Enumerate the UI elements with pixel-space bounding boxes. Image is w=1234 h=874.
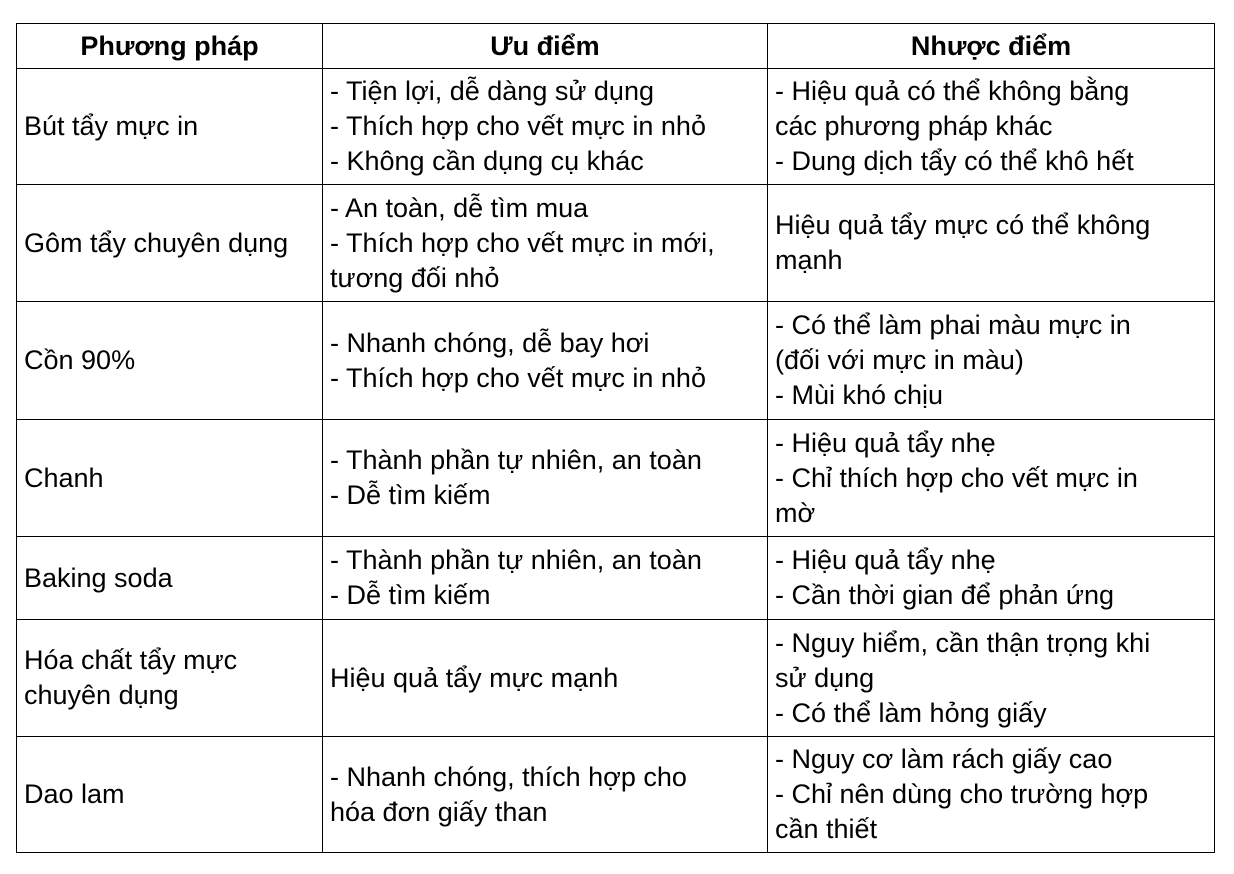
cons-cell — [768, 737, 1215, 853]
method-cell — [17, 537, 323, 620]
cell-text-line: - Hiệu quả tẩy nhẹ — [775, 545, 996, 575]
cell-text-line: - Hiệu quả có thể không bằng — [775, 76, 1130, 106]
cell-text-line: - Thích hợp cho vết mực in nhỏ — [330, 362, 706, 393]
cons-cell — [768, 69, 1215, 185]
method-cell — [17, 185, 323, 302]
cell-text-line: - Thích hợp cho vết mực in mới, — [330, 227, 715, 258]
cell-text-line: cần thiết — [775, 814, 878, 844]
header-pros: Ưu điểm — [323, 24, 768, 69]
cell-text-line: mạnh — [775, 245, 843, 275]
cell-text-line: - Nhanh chóng, dễ bay hơi — [330, 327, 650, 358]
cell-text-line: các phương pháp khác — [775, 111, 1053, 141]
table-row — [17, 420, 1215, 537]
cell-text-line: mờ — [775, 497, 816, 528]
method-cell — [17, 69, 323, 185]
cell-text-line: chuyên dụng — [24, 680, 179, 710]
cell-text-line: - Tiện lợi, dễ dàng sử dụng — [330, 76, 654, 106]
method-cell — [17, 302, 323, 420]
cell-text-line: - Thích hợp cho vết mực in nhỏ — [330, 111, 706, 141]
cell-text-line: - Nguy cơ làm rách giấy cao — [775, 744, 1113, 774]
cell-text-line: - Hiệu quả tẩy nhẹ — [775, 427, 996, 458]
cell-text-line: - An toàn, dễ tìm mua — [330, 192, 589, 223]
cell-text-line: hóa đơn giấy than — [330, 796, 548, 827]
cons-cell — [768, 620, 1215, 737]
cons-cell — [768, 537, 1215, 620]
cell-text-line: - Thành phần tự nhiên, an toàn — [330, 545, 702, 575]
pros-cell — [323, 185, 768, 302]
pros-cell — [323, 302, 768, 420]
comparison-table-container — [16, 23, 1215, 853]
cons-cell — [768, 420, 1215, 537]
table-row — [17, 302, 1215, 420]
cell-text-line: Hóa chất tẩy mực — [24, 645, 238, 675]
cell-text-line: - Nguy hiểm, cần thận trọng khi — [775, 627, 1151, 658]
pros-cell — [323, 537, 768, 620]
method-cell — [17, 420, 323, 537]
header-row — [17, 24, 1215, 69]
pros-cell — [323, 420, 768, 537]
cell-text-line: Bút tẩy mực in — [24, 111, 199, 141]
cell-text-line: sử dụng — [775, 662, 875, 693]
cell-text-line: - Dung dịch tẩy có thể khô hết — [775, 146, 1134, 176]
cell-text-line: - Có thể làm phai màu mực in — [775, 310, 1131, 340]
cell-text-line: - Không cần dụng cụ khác — [330, 146, 644, 176]
cell-text-line: Cồn 90% — [24, 345, 136, 375]
table-row — [17, 620, 1215, 737]
cell-text-line: - Dễ tìm kiếm — [330, 480, 491, 510]
cell-text-line: - Mùi khó chịu — [775, 380, 944, 410]
pros-cell — [323, 620, 768, 737]
method-cell — [17, 620, 323, 737]
table-body — [17, 69, 1215, 853]
method-cell — [17, 737, 323, 853]
cons-cell — [768, 185, 1215, 302]
header-method: Phương pháp — [17, 24, 323, 69]
pros-cell — [323, 737, 768, 853]
cell-text-line: - Nhanh chóng, thích hợp cho — [330, 761, 687, 792]
table-row — [17, 537, 1215, 620]
pros-cell — [323, 69, 768, 185]
cell-text-line: - Thành phần tự nhiên, an toàn — [330, 445, 702, 475]
cell-text-line: Chanh — [24, 462, 104, 493]
cell-text-line: Dao lam — [24, 779, 125, 809]
cell-text-line: Hiệu quả tẩy mực có thể không — [775, 210, 1151, 240]
cell-text-line: Gôm tẩy chuyên dụng — [24, 227, 289, 258]
table-row — [17, 69, 1215, 185]
cell-text-line: - Chỉ nên dùng cho trường hợp — [775, 779, 1149, 809]
cell-text-line: - Dễ tìm kiếm — [330, 580, 491, 610]
cons-cell — [768, 302, 1215, 420]
cell-text-line: - Có thể làm hỏng giấy — [775, 697, 1047, 728]
cell-text-line: (đối với mực in màu) — [775, 345, 1024, 375]
cell-text-line: tương đối nhỏ — [330, 262, 500, 293]
table-row — [17, 737, 1215, 853]
cell-text-line: Hiệu quả tẩy mực mạnh — [330, 662, 619, 693]
header-cons: Nhược điểm — [768, 24, 1215, 69]
comparison-table — [16, 23, 1215, 853]
cell-text-line: Baking soda — [24, 562, 173, 593]
cell-text-line: - Chỉ thích hợp cho vết mực in — [775, 462, 1138, 493]
table-row — [17, 185, 1215, 302]
cell-text-line: - Cần thời gian để phản ứng — [775, 580, 1115, 610]
